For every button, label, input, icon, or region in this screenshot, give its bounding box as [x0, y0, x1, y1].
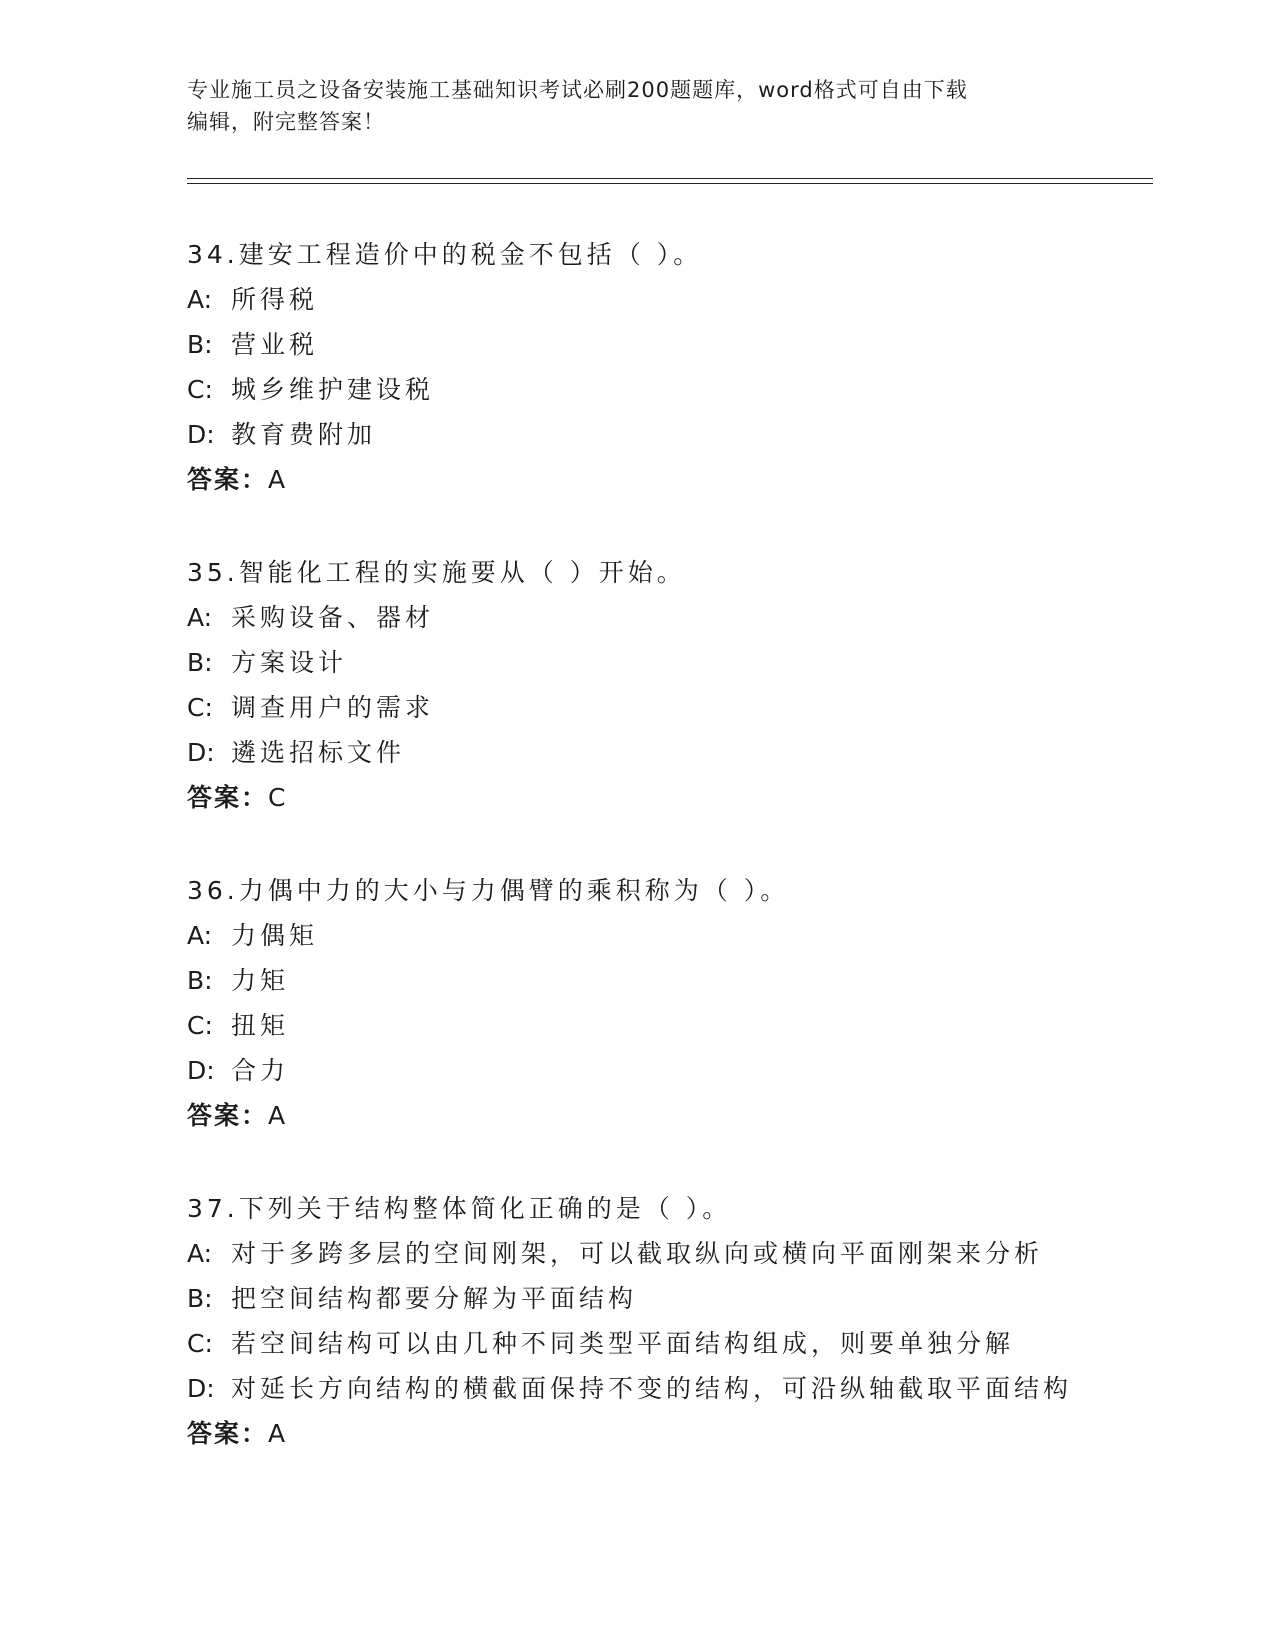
option-a — [187, 595, 1147, 640]
answer-value: C — [268, 783, 286, 812]
option-b — [187, 322, 1147, 367]
answer-value: A — [268, 1419, 286, 1448]
option-text: 采购设备、器材 — [231, 603, 435, 632]
answer-value: A — [268, 465, 286, 494]
header-line-2: 编辑，附完整答案！ — [187, 110, 385, 134]
option-d — [187, 412, 1147, 457]
question-stem: 36.力偶中力的大小与力偶臂的乘积称为（ ）。 — [187, 876, 790, 905]
option-letter: A: — [187, 285, 213, 314]
header-rule-bottom — [187, 183, 1153, 184]
answer-label: 答案： — [187, 1419, 269, 1448]
option-b — [187, 640, 1147, 685]
option-letter: C: — [187, 375, 213, 404]
option-text: 扭矩 — [231, 1011, 290, 1040]
option-text: 营业税 — [231, 330, 319, 359]
option-letter: B: — [187, 330, 213, 359]
option-letter: D: — [187, 1374, 215, 1403]
answer-line — [187, 775, 1147, 820]
option-text: 遴选招标文件 — [231, 738, 406, 767]
option-letter: A: — [187, 921, 213, 950]
question-stem: 34.建安工程造价中的税金不包括（ ）。 — [187, 240, 703, 269]
option-letter: D: — [187, 420, 215, 449]
option-text: 城乡维护建设税 — [231, 375, 435, 404]
answer-line — [187, 457, 1147, 502]
answer-label: 答案： — [187, 783, 269, 812]
option-d — [187, 1366, 1147, 1411]
header-line-1: 专业施工员之设备安装施工基础知识考试必刷200题题库，word格式可自由下载 — [187, 78, 968, 102]
option-b — [187, 958, 1147, 1003]
option-text: 力矩 — [231, 966, 290, 995]
option-letter: A: — [187, 603, 213, 632]
question-stem: 35.智能化工程的实施要从（ ）开始。 — [187, 558, 686, 587]
question-block — [187, 550, 1147, 820]
answer-value: A — [268, 1101, 286, 1130]
option-text: 调查用户的需求 — [231, 693, 435, 722]
option-letter: C: — [187, 693, 213, 722]
option-letter: D: — [187, 738, 215, 767]
option-a — [187, 913, 1147, 958]
answer-line — [187, 1093, 1147, 1138]
question-block — [187, 868, 1147, 1138]
option-text: 对延长方向结构的横截面保持不变的结构，可沿纵轴截取平面结构 — [231, 1374, 1073, 1403]
document-header — [187, 74, 1067, 138]
option-letter: C: — [187, 1329, 213, 1358]
option-letter: C: — [187, 1011, 213, 1040]
answer-label: 答案： — [187, 465, 269, 494]
option-c — [187, 1003, 1147, 1048]
option-b — [187, 1276, 1147, 1321]
option-text: 合力 — [231, 1056, 290, 1085]
question-block — [187, 1186, 1147, 1456]
header-rule-top — [187, 178, 1153, 179]
option-text: 方案设计 — [231, 648, 348, 677]
option-text: 对于多跨多层的空间刚架，可以截取纵向或横向平面刚架来分析 — [231, 1239, 1044, 1268]
question-block — [187, 232, 1147, 502]
option-letter: B: — [187, 966, 213, 995]
answer-line — [187, 1411, 1147, 1456]
question-stem: 37.下列关于结构整体简化正确的是（ ）。 — [187, 1194, 732, 1223]
option-d — [187, 730, 1147, 775]
option-c — [187, 367, 1147, 412]
option-letter: B: — [187, 648, 213, 677]
option-text: 力偶矩 — [231, 921, 319, 950]
option-c — [187, 685, 1147, 730]
option-text: 把空间结构都要分解为平面结构 — [231, 1284, 638, 1313]
option-a — [187, 277, 1147, 322]
option-text: 教育费附加 — [231, 420, 377, 449]
option-letter: A: — [187, 1239, 213, 1268]
option-letter: D: — [187, 1056, 215, 1085]
option-a — [187, 1231, 1147, 1276]
option-d — [187, 1048, 1147, 1093]
option-text: 所得税 — [231, 285, 319, 314]
option-letter: B: — [187, 1284, 213, 1313]
option-text: 若空间结构可以由几种不同类型平面结构组成，则要单独分解 — [231, 1329, 1015, 1358]
answer-label: 答案： — [187, 1101, 269, 1130]
option-c — [187, 1321, 1147, 1366]
